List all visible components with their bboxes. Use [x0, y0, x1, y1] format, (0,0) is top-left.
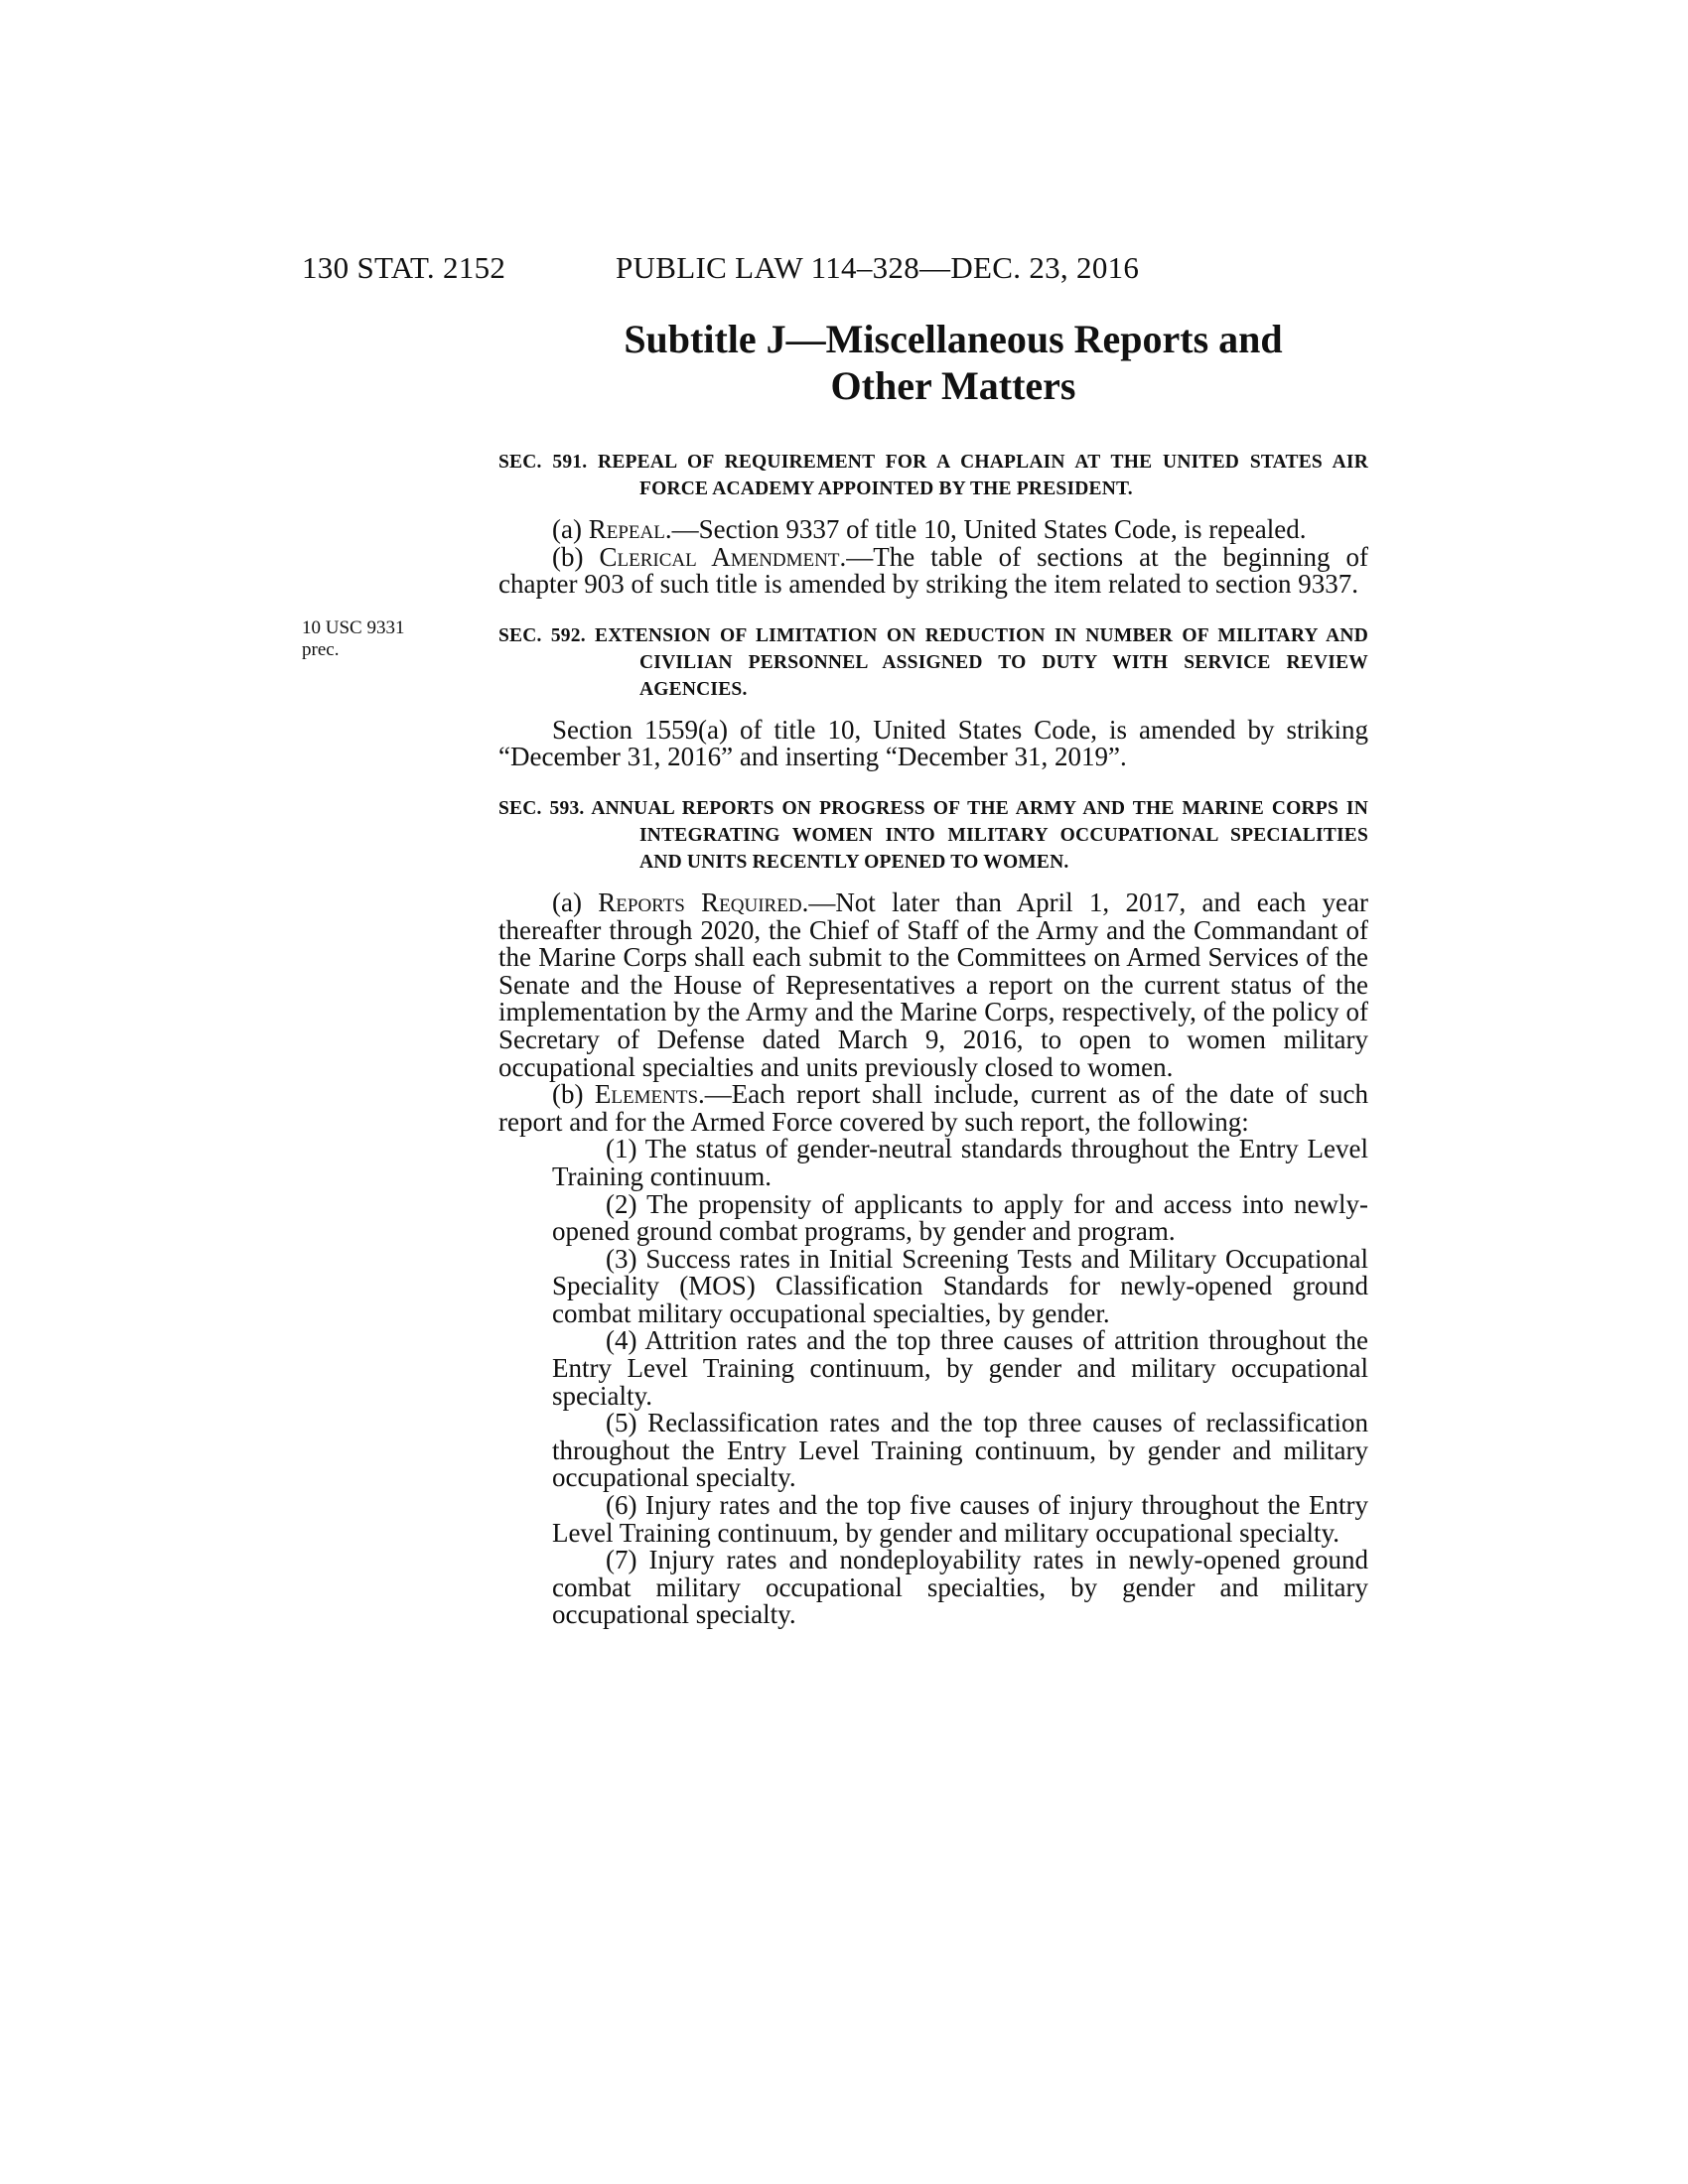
margin-note	[302, 617, 431, 661]
subtitle-line-2: Other Matters	[830, 363, 1076, 408]
subtitle-line-1: Subtitle J—Miscellaneous Reports and	[624, 317, 1283, 361]
list-item: (6) Injury rates and the top five causes of injury throughout the Entry Level Training continuum, by gender and military occupational specialty.	[552, 1490, 1368, 1548]
subsection-heading: Clerical Amendment	[599, 541, 840, 572]
law-citation: PUBLIC LAW 114–328—DEC. 23, 2016	[616, 250, 1140, 285]
subsection-text: .—Not later than April 1, 2017, and each year thereafter through 2020, the Chief of Staff of the Army and the Commandant of the Marine Corps shall each submit to the Committees on Armed Services of the Senate and the House of Representatives a report on the current status of the implementation by the Army and the Marine Corps, respectively, of the policy of Secretary of Defense dated March 9, 2016, to open to women military occupational specialties and units previously closed to women.	[498, 887, 1368, 1082]
section-591-subsection-a	[498, 516, 1368, 544]
subsection-text: .—Section 9337 of title 10, United States Code, is repealed.	[664, 514, 1307, 544]
subsection-heading: Elements	[594, 1079, 699, 1110]
section-591	[498, 449, 1368, 599]
section-591-subsection-b	[498, 541, 1369, 600]
margin-note-citation: 10 USC 9331	[302, 617, 405, 638]
page-number: 130 STAT. 2152	[302, 250, 506, 285]
subsection-label: (a)	[552, 887, 599, 917]
list-item: (1) The status of gender-neutral standards throughout the Entry Level Training continuum.	[552, 1134, 1368, 1191]
subsection-heading: Repeal	[588, 514, 665, 544]
section-593-heading: SEC. 593. ANNUAL REPORTS ON PROGRESS OF THE ARMY AND THE MARINE CORPS IN INTEGRATING WOMEN INTO MILITARY OCCUPATIONAL SPECIALITIES AND UNITS RECENTLY OPENED TO WOMEN.	[498, 797, 1368, 873]
subsection-text: .—Each report shall include, current as of the date of such report and for the Armed Force covered by such report, the following:	[498, 1079, 1368, 1137]
subtitle-heading	[498, 316, 1368, 409]
section-593-subsection-b	[498, 1081, 1368, 1136]
margin-note-suffix: prec.	[302, 639, 340, 660]
list-item: (4) Attrition rates and the top three causes of attrition throughout the Entry Level Training continuum, by gender and military occupational specialty.	[552, 1325, 1368, 1411]
section-592	[498, 622, 1368, 771]
section-591-heading: SEC. 591. REPEAL OF REQUIREMENT FOR A CHAPLAIN AT THE UNITED STATES AIR FORCE ACADEMY APPOINTED BY THE PRESIDENT.	[498, 452, 1368, 499]
section-592-text: Section 1559(a) of title 10, United States Code, is amended by striking “December 31, 2016” and inserting “December 31, 2019”.	[498, 714, 1368, 772]
subsection-text: .—The table of sections at the beginning of chapter 903 of such title is amended by striking the item related to section 9337.	[498, 541, 1369, 600]
list-item: (5) Reclassification rates and the top three causes of reclassification throughout the Entry Level Training continuum, by gender and military occupational specialty.	[552, 1408, 1368, 1493]
list-item: (7) Injury rates and nondeployability rates in newly-opened ground combat military occupational specialties, by gender and military occupational specialty.	[552, 1545, 1368, 1630]
subsection-label: (b)	[552, 1079, 595, 1110]
subsection-label: (a)	[552, 514, 589, 544]
list-item: (2) The propensity of applicants to apply for and access into newly-opened ground combat programs, by gender and program.	[552, 1188, 1368, 1247]
main-column	[498, 316, 1368, 1629]
section-593	[498, 795, 1368, 1629]
section-592-heading: SEC. 592. EXTENSION OF LIMITATION ON REDUCTION IN NUMBER OF MILITARY AND CIVILIAN PERSONNEL ASSIGNED TO DUTY WITH SERVICE REVIEW AGENCIES.	[498, 624, 1368, 700]
subsection-heading: Reports Required	[598, 887, 802, 917]
subsection-label: (b)	[552, 541, 600, 572]
list-item: (3) Success rates in Initial Screening Tests and Military Occupational Speciality (MOS) Classification Standards for newly-opened ground combat military occupational specialties, by gender.	[552, 1243, 1368, 1328]
section-593-subsection-a	[498, 889, 1368, 1081]
